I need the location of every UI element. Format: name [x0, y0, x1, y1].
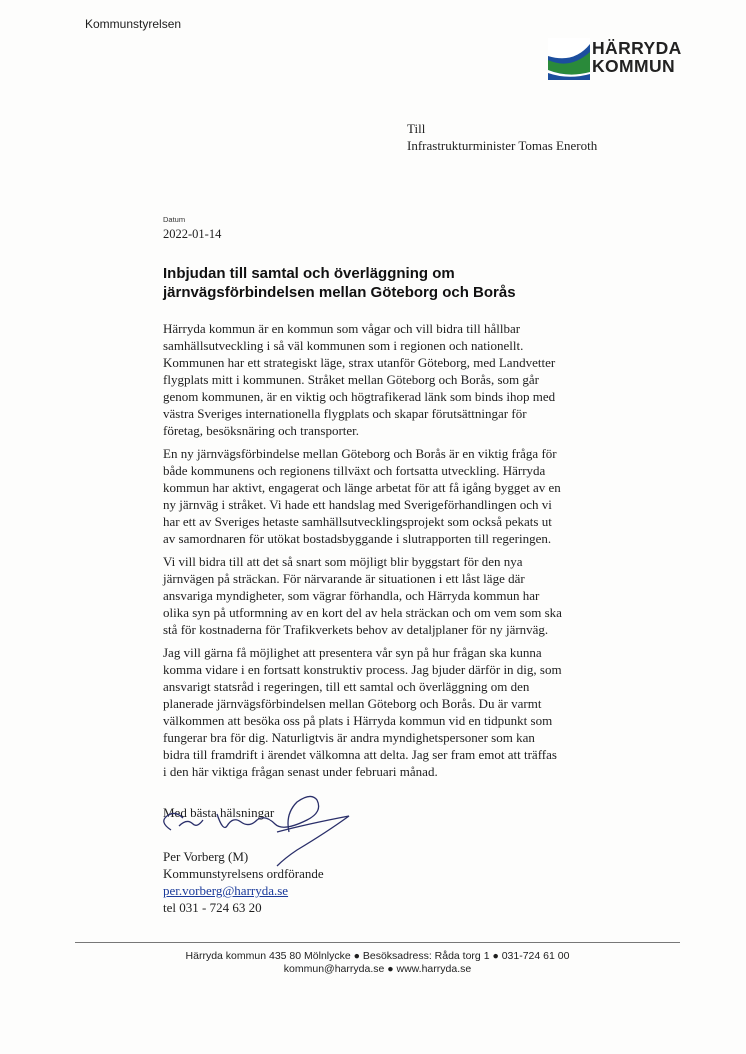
recipient-name: Infrastrukturminister Tomas Eneroth: [407, 138, 598, 153]
body-line: planerade järnvägsförbindelsen mellan Göteborg och Borås. Du är varmt: [163, 696, 542, 711]
body-line: västra Sveriges internationella flygplats och skapar förutsättningar för: [163, 406, 527, 421]
body-paragraph-4: [163, 644, 603, 780]
body-paragraph-2: [163, 445, 603, 547]
letter-subject: [163, 264, 593, 302]
body-line: av samordnaren för utökat bostadsbyggande i slutrapporten till regeringen.: [163, 531, 552, 546]
logo-line2: KOMMUN: [592, 56, 676, 76]
date-value: 2022-01-14: [163, 227, 222, 241]
signer-phone: tel 031 - 724 63 20: [163, 900, 262, 915]
body-paragraph-3: [163, 553, 603, 638]
body-line: både kommunens och regionens tillväxt och fortsatta utveckling. Härryda: [163, 463, 546, 478]
body-line: samhällsutveckling i så väl kommunen som i regionen och nationellt.: [163, 338, 524, 353]
body-line: ansvarigt statsråd i regeringen, till ett samtal och överläggning om den: [163, 679, 530, 694]
body-line: har ett av Sveriges hetaste samhällsutvecklingsprojekt som också pekats ut: [163, 514, 552, 529]
body-line: bidra till framdrift i ärendet välkomna att delta. Jag ser fram emot att träffas: [163, 747, 557, 762]
footer-address-line: Härryda kommun 435 80 Mölnlycke ● Besöksadress: Råda torg 1 ● 031-724 61 00: [185, 950, 570, 962]
header-department: Kommunstyrelsen: [85, 17, 182, 31]
signer-name: Per Vorberg (M): [163, 849, 249, 864]
body-line: välkommen att besöka oss på plats i Härryda kommun vid en tidpunkt som: [163, 713, 553, 728]
body-line: Jag vill gärna få möjlighet att presentera vår syn på hur frågan ska kunna: [163, 645, 542, 660]
signer-title: Kommunstyrelsens ordförande: [163, 866, 324, 881]
logo-line1: HÄRRYDA: [592, 38, 682, 58]
subject-line-1: Inbjudan till samtal och överläggning om: [163, 265, 455, 282]
body-line: Vi vill bidra till att det så snart som möjligt blir byggstart för den nya: [163, 554, 523, 569]
footer-contact-line: kommun@harryda.se ● www.harryda.se: [283, 963, 472, 975]
body-line: företag, besöksnäring och transporter.: [163, 423, 360, 438]
body-line: järnvägen på sträckan. För närvarande är situationen i ett låst läge där: [163, 571, 525, 586]
body-line: kommun har aktivt, engagerat och länge arbetat för att få igång bygget av en: [163, 480, 561, 495]
body-line: fungerar bra för dig. Naturligtvis är andra myndighetspersoner som kan: [163, 730, 535, 745]
body-line: En ny järnvägsförbindelse mellan Göteborg och Borås är en viktig fråga för: [163, 446, 557, 461]
footer-divider: [75, 942, 680, 943]
letter-body: [163, 320, 603, 786]
date-label: Datum: [163, 215, 186, 224]
harryda-logo: [548, 38, 688, 84]
body-line: genom kommunen, är en viktig och högtrafikerad länk som binds ihop med: [163, 389, 556, 404]
body-line: olika syn på utformning av en kort del av hela sträckan och om vem som ska: [163, 605, 562, 620]
recipient-to-label: Till: [407, 121, 426, 136]
body-line: stå för kostnaderna för Trafikverkets behov av detaljplaner för ny järnväg.: [163, 622, 549, 637]
logo-emblem-icon: [548, 38, 590, 80]
body-line: ny järnväg i stråket. Vi hade ett handslag med Sverigeförhandlingen och vi: [163, 497, 552, 512]
body-line: Härryda kommun är en kommun som vågar och vill bidra till hållbar: [163, 321, 521, 336]
body-line: Kommunen har ett strategiskt läge, strax utanför Göteborg, med Landvetter: [163, 355, 556, 370]
body-line: ansvariga myndigheter, som vägrar förhandla, och Härryda kommun har: [163, 588, 540, 603]
body-line: i den här viktiga frågan senast under februari månad.: [163, 764, 438, 779]
body-paragraph-1: [163, 320, 603, 439]
closing-phrase: Med bästa hälsningar: [163, 805, 275, 820]
signer-email-link[interactable]: per.vorberg@harryda.se: [163, 883, 289, 898]
recipient-block: [407, 120, 597, 154]
footer: [75, 950, 680, 976]
subject-line-2: järnvägsförbindelsen mellan Göteborg och Borås: [163, 284, 516, 301]
body-line: flygplats mitt i kommunen. Stråket mellan Göteborg och Borås, som går: [163, 372, 539, 387]
body-line: komma vidare i en fortsatt konstruktiv process. Jag bjuder därför in dig, som: [163, 662, 562, 677]
